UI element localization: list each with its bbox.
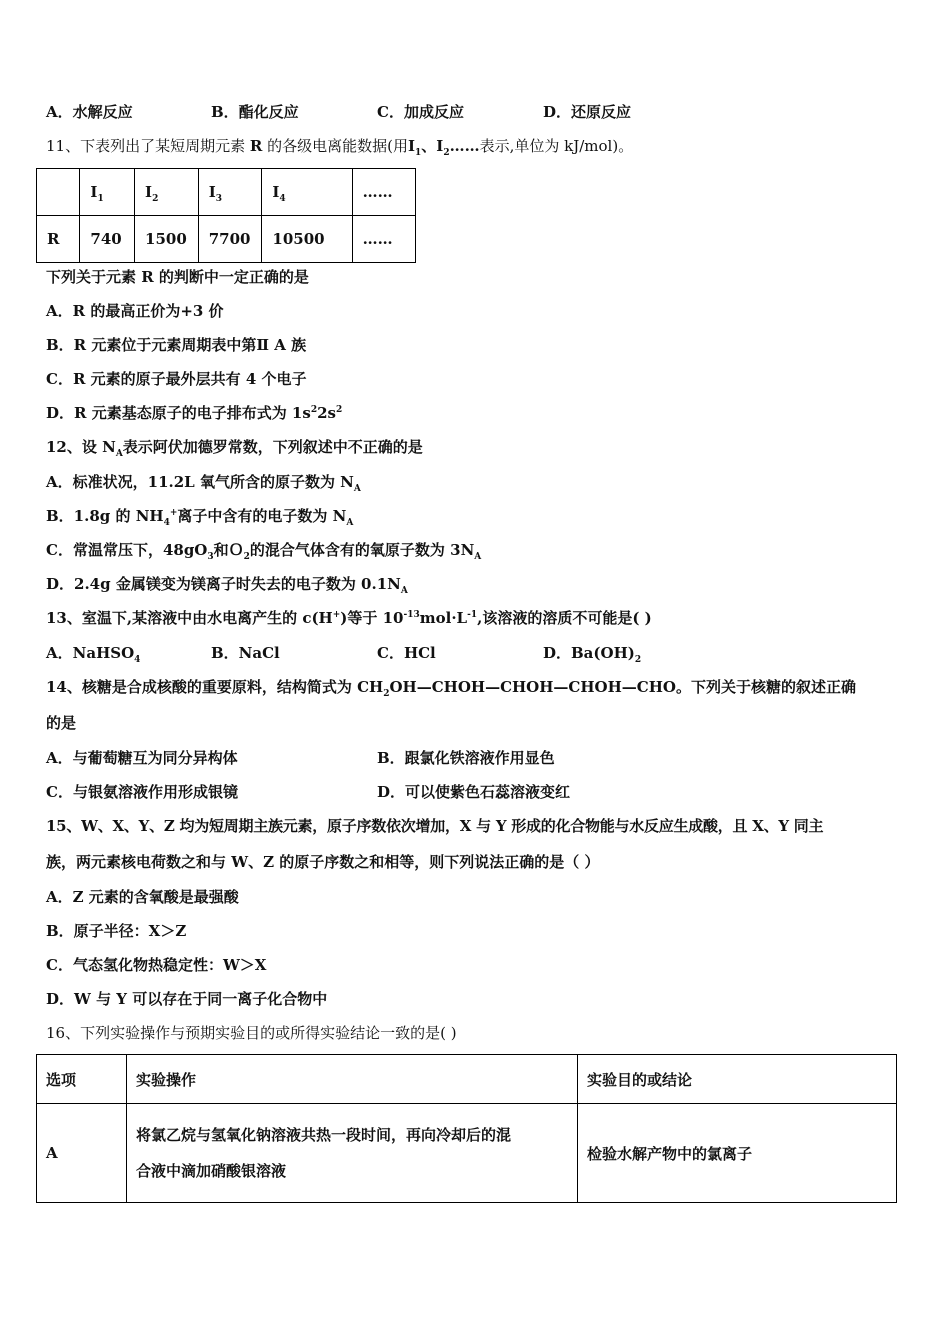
table-header-cell: $I_1$ xyxy=(80,169,135,216)
row-label: R xyxy=(37,216,80,263)
q10-option-c: C．加成反应 xyxy=(377,103,464,121)
q16-experiment-table xyxy=(36,1054,897,1203)
table-header-cell: $I_3$ xyxy=(198,169,262,216)
q12-stem: 12、设 $N_A$表示阿伏加德罗常数，下列叙述中不正确的是 xyxy=(46,438,423,459)
q10-option-d: D．还原反应 xyxy=(543,103,632,121)
table-header-cell: 实验目的或结论 xyxy=(578,1055,897,1104)
table-cell: 检验水解产物中的氯离子 xyxy=(578,1104,897,1203)
q14-option-b: B．跟氯化铁溶液作用显色 xyxy=(377,749,555,767)
q13-option-d: D．$Ba(OH)_2$ xyxy=(543,644,642,665)
table-header-cell: $I_4$ xyxy=(262,169,352,216)
q11-ionization-table xyxy=(36,168,416,263)
table-cell: 7700 xyxy=(198,216,262,263)
table-header-row xyxy=(37,169,416,216)
q14-option-a: A．与葡萄糖互为同分异构体 xyxy=(46,749,238,767)
q11-option-d: D．R 元素基态原子的电子排布式为 $1s^22s^2$ xyxy=(46,404,343,422)
q12-option-c: C．常温常压下，$48gO_3$和Ｏ$_2$的混合气体含有的氧原子数为 $3N_A$ xyxy=(46,541,482,562)
table-header-cell: …… xyxy=(352,169,415,216)
table-cell: …… xyxy=(352,216,415,263)
table-header-cell: 实验操作 xyxy=(127,1055,578,1104)
q14-stem-cont: 的是 xyxy=(46,714,77,732)
q12-option-b: B．1.8g 的 $NH_4^+$离子中含有的电子数为 $N_A$ xyxy=(46,507,354,528)
q11-question: 下列关于元素 R 的判断中一定正确的是 xyxy=(46,268,309,286)
q15-option-c: C．气态氢化物热稳定性：W＞X xyxy=(46,956,267,974)
q16-stem: 16、下列实验操作与预期实验目的或所得实验结论一致的是( ) xyxy=(46,1024,457,1042)
q13-option-c: C．HCl xyxy=(377,644,436,662)
q15-stem-cont: 族，两元素核电荷数之和与 W、Z 的原子序数之和相等，则下列说法正确的是（ ） xyxy=(46,853,600,871)
table-cell: 10500 xyxy=(262,216,352,263)
q10-option-b: B．酯化反应 xyxy=(211,103,299,121)
table-cell: 1500 xyxy=(135,216,199,263)
q14-option-d: D．可以使紫色石蕊溶液变红 xyxy=(377,783,571,801)
q11-option-c: C．R 元素的原子最外层共有 4 个电子 xyxy=(46,370,307,388)
q12-option-d: D．2.4g 金属镁变为镁离子时失去的电子数为 $0.1N_A$ xyxy=(46,575,408,596)
q15-option-b: B．原子半径：X＞Z xyxy=(46,922,187,940)
table-row xyxy=(37,216,416,263)
q13-option-b: B．NaCl xyxy=(211,644,280,662)
table-header-cell xyxy=(37,169,80,216)
table-header-cell: 选项 xyxy=(37,1055,127,1104)
table-cell: 将氯乙烷与氢氧化钠溶液共热一段时间，再向冷却后的混 合液中滴加硝酸银溶液 xyxy=(127,1104,578,1203)
q10-option-a: A．水解反应 xyxy=(46,103,133,121)
q11-stem: 11、下表列出了某短周期元素 R 的各级电离能数据(用$I_1$、$I_2\dots\dots$表示,单位为 kJ/mol)。 xyxy=(46,137,634,158)
q14-option-c: C．与银氨溶液作用形成银镜 xyxy=(46,783,238,801)
q13-stem: 13、室温下,某溶液中由水电离产生的 c(H+)等于 $10^{-13}mol\cdot L^{-1}$,该溶液的溶质不可能是( ) xyxy=(46,609,652,627)
table-header-row xyxy=(37,1055,897,1104)
q11-option-b: B．R 元素位于元素周期表中第Ⅱ A 族 xyxy=(46,336,307,354)
q12-option-a: A．标准状况，11.2L 氧气所含的原子数为 $N_A$ xyxy=(46,473,361,494)
table-cell: 740 xyxy=(80,216,135,263)
q15-option-d: D．W 与 Y 可以存在于同一离子化合物中 xyxy=(46,990,328,1008)
q11-option-a: A．R 的最高正价为+3 价 xyxy=(46,302,224,320)
q15-stem: 15、W、X、Y、Z 均为短周期主族元素，原子序数依次增加，X 与 Y 形成的化合物能与水反应生成酸，且 X、Y 同主 xyxy=(46,817,824,835)
q15-option-a: A．Z 元素的含氧酸是最强酸 xyxy=(46,888,239,906)
row-label: A xyxy=(37,1104,127,1203)
q14-stem: 14、核糖是合成核酸的重要原料，结构简式为 $CH_2OH—CHOH—CHOH—CHOH—CHO$。下列关于核糖的叙述正确 xyxy=(46,678,856,699)
q13-option-a: A．NaHSO$_4$ xyxy=(46,644,141,665)
table-header-cell: $I_2$ xyxy=(135,169,199,216)
table-row xyxy=(37,1104,897,1203)
